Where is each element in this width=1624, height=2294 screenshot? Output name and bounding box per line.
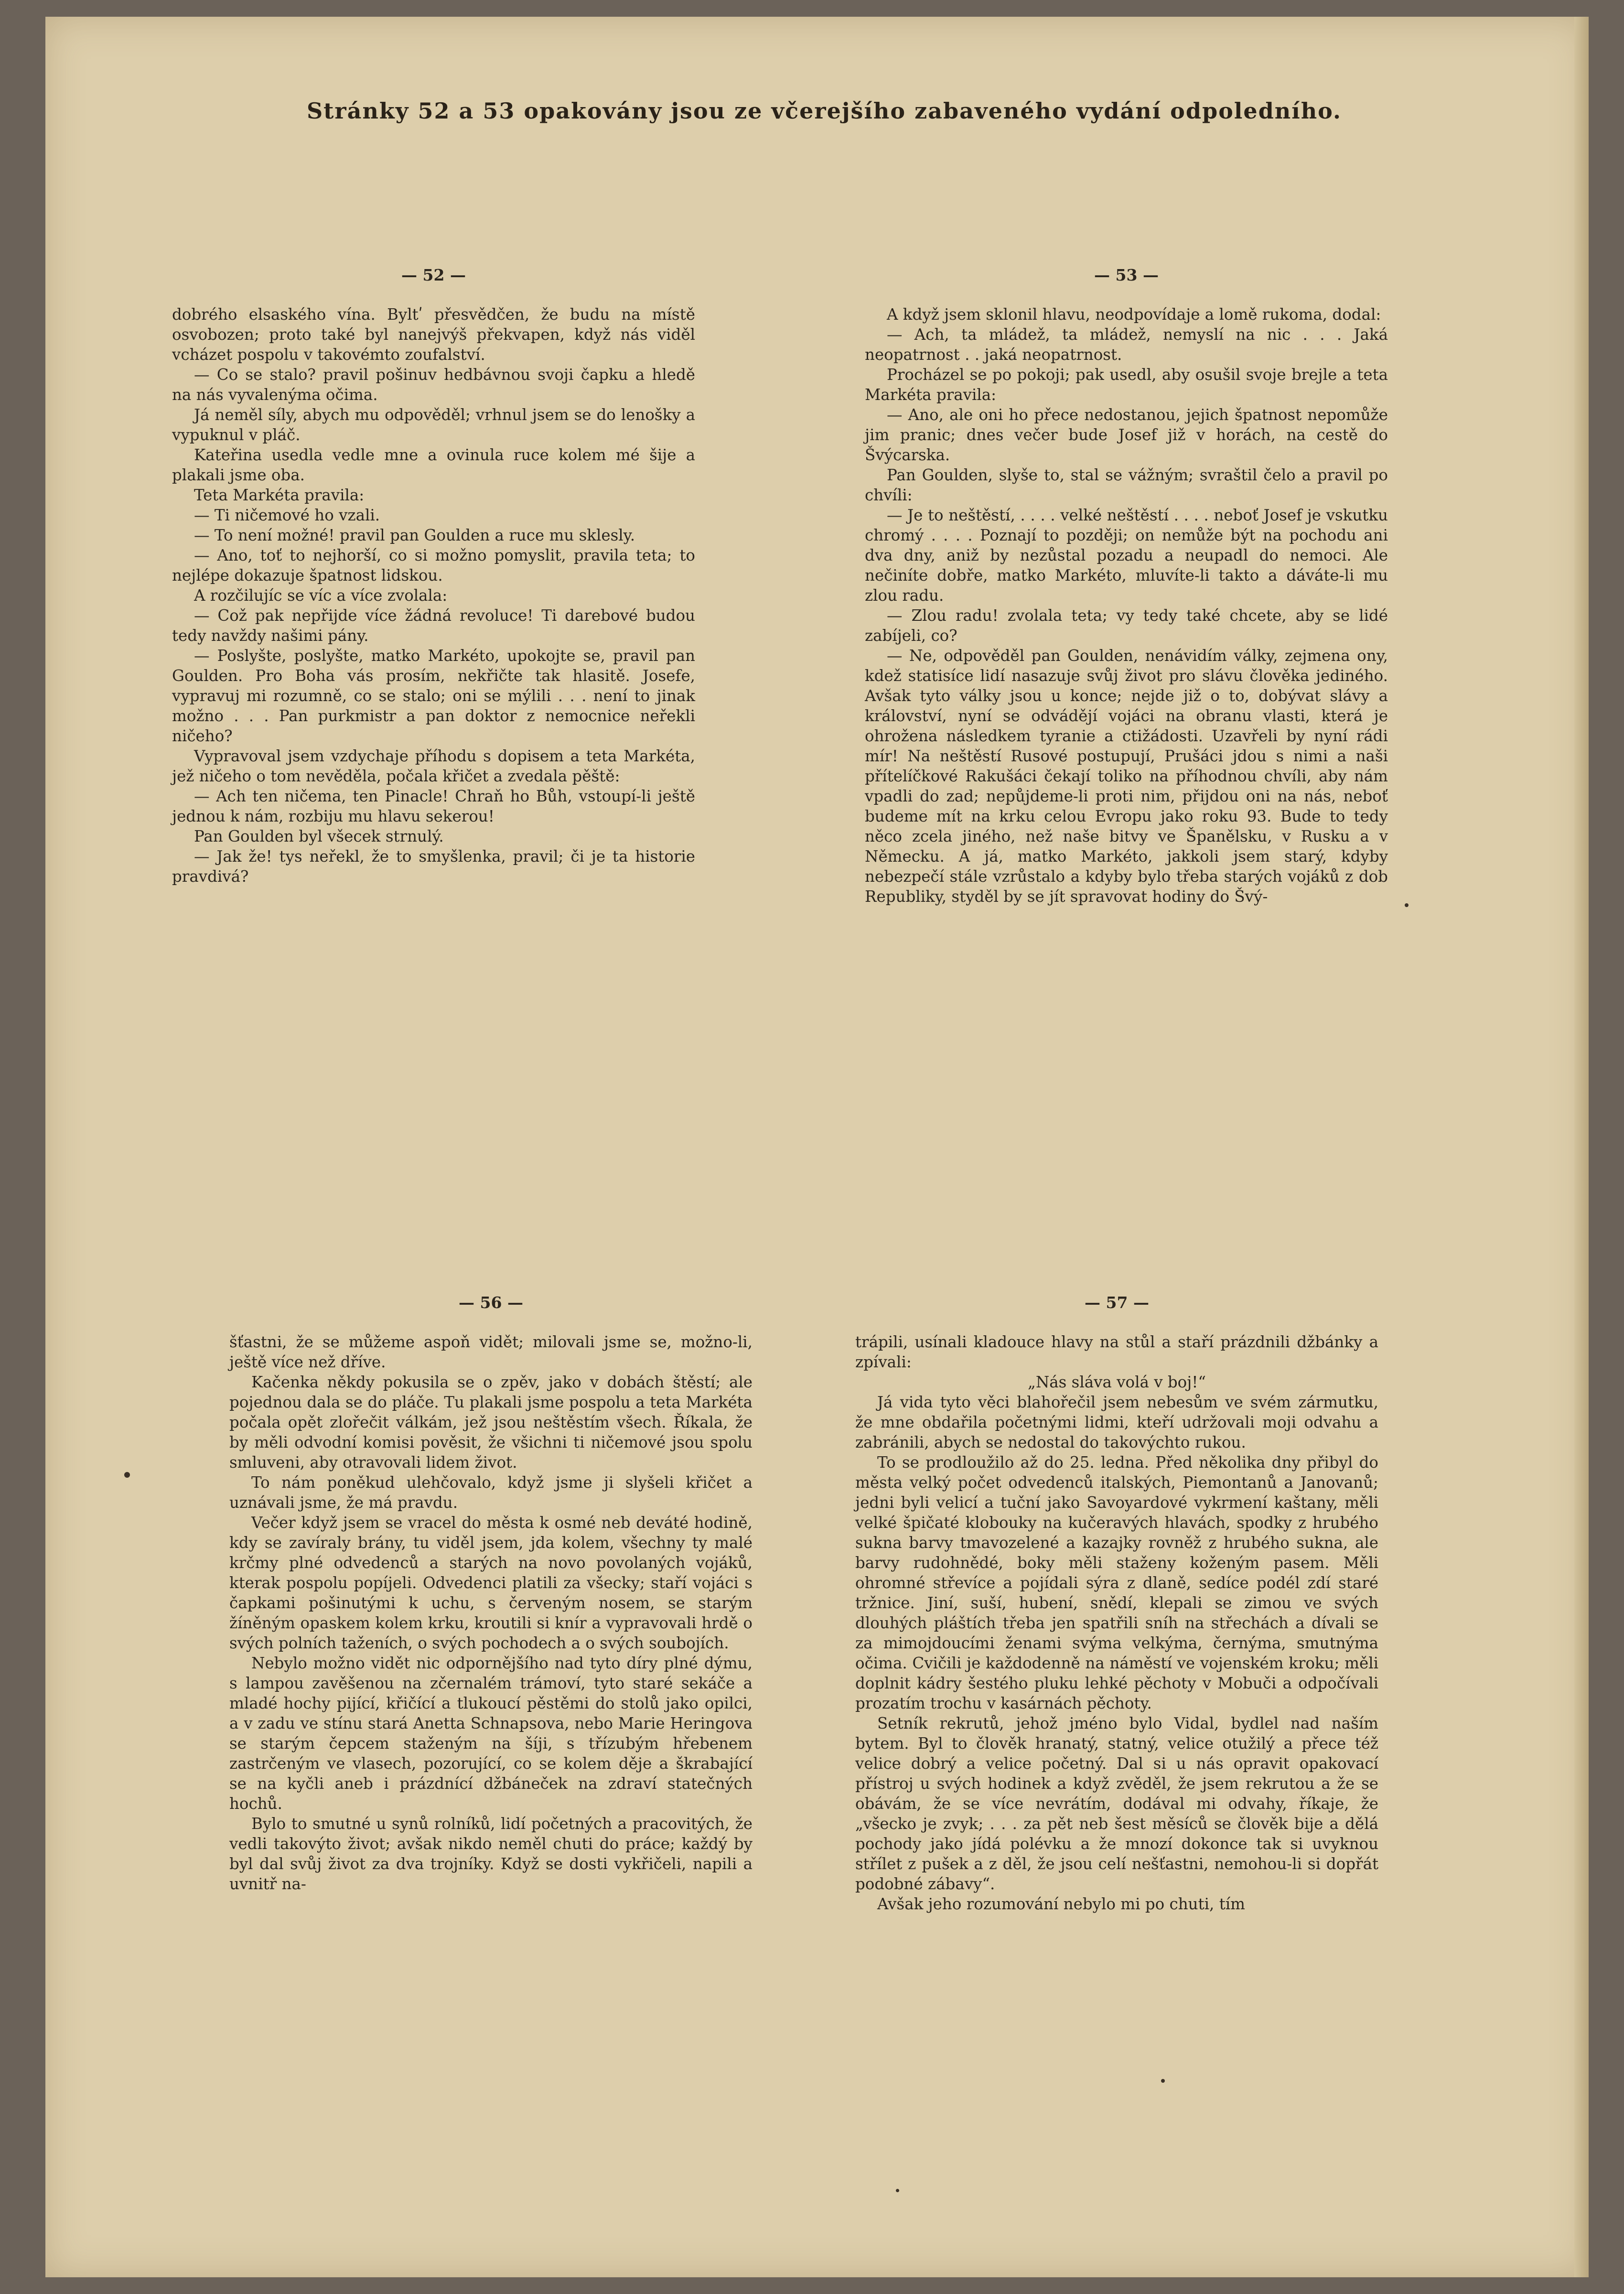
paragraph: Vypravoval jsem vzdychaje příhodu s dopisem a teta Markéta, jež ničeho o tom nevěděla, počala křičet a zvedala pěště: (172, 747, 695, 785)
paragraph: Nebylo možno vidět nic odpornějšího nad tyto díry plné dýmu, s lampou zavěšenou na zčernalém trámoví, tyto staré sekáče a mladé hochy pijící, křičící a tlukoucí pěstěmi do stolů jako opilci, a v zadu ve stínu stará Anetta Schnapsova, nebo Marie Heringova se starým čepcem staženým na šíji, s třízubým hřebenem zastrčeným ve vlasech, pozorující, co se kolem děje a škrabající se na kyčli aneb i prázdnící džbáneček na zdraví statečných hochů. (229, 1654, 753, 1813)
paragraph: A když jsem sklonil hlavu, neodpovídaje a lomě rukoma, dodal: (887, 305, 1381, 324)
page-52 (172, 265, 695, 887)
page-57 (855, 1293, 1378, 1914)
paragraph: To se prodloužilo až do 25. ledna. Před několika dny přibyl do města velký počet odvedenců italských, Piemontanů a Janovanů; jedni byli velicí a tuční jako Savoyardové vykrmení kaštany, měli velké špičaté klobouky na kučeravých hlavách, spodky z hrubého sukna barvy tmavozelené a kazajky rovněž z hrubého sukna, ale barvy rudohnědé, boky měli staženy koženým pasem. Měli ohromné střevíce a pojídali sýra z dlaně, sedíce podél zdí staré tržnice. Jiní, suší, hubení, snědí, klepali se zimou ve svých dlouhých pláštích třeba jen spatřili sníh na střechách a dívali se za mimojdoucími ženami svýma velkýma, černýma, smutnýma očima. Cvičili je každodenně na náměstí ve vojenském kroku; měli doplnit kádry šestého pluku lehké pěchoty v Mobuči a odpočívali prozatím trochu v kasárnách pěchoty. (855, 1453, 1378, 1712)
newspaper-sheet (45, 17, 1589, 2277)
paragraph: — Poslyšte, poslyšte, matko Markéto, upokojte se, pravil pan Goulden. Pro Boha vás prosím, nekřičte tak hlasitě. Josefe, vypravuj mi rozumně, co se stalo; oni se mýlili . . . není to jinak možno . . . Pan purkmistr a pan doktor z nemocnice neřekli ničeho? (172, 647, 695, 745)
paragraph: Pan Goulden, slyše to, stal se vážným; svraštil čelo a pravil po chvíli: (865, 466, 1388, 504)
paragraph: — Ach ten ničema, ten Pinacle! Chraň ho Bůh, vstoupí-li ještě jednou k nám, rozbiju mu hlavu sekerou! (172, 787, 695, 825)
ink-speck (1161, 2079, 1165, 2083)
paragraph: „Nás sláva volá v boj!“ (1027, 1373, 1206, 1391)
paragraph: Já vida tyto věci blahořečil jsem nebesům ve svém zármutku, že mne obdařila početnými lidmi, kteří udržovali moji odvahu a zabránili, abych se nedostal do takovýchto rukou. (855, 1393, 1378, 1451)
paragraph: — Co se stalo? pravil pošinuv hedbávnou svoji čapku a hledě na nás vyvalenýma očima. (172, 366, 695, 404)
paragraph: — Ach, ta mládež, ta mládež, nemyslí na nic . . . Jaká neopatrnost . . jaká neopatrnost. (865, 325, 1388, 364)
paragraph: — Což pak nepřijde více žádná revoluce! Ti darebové budou tedy navždy našimi pány. (172, 606, 695, 645)
paragraph: — Ano, ale oni ho přece nedostanou, jejich špatnost nepomůže jim pranic; dnes večer bude Josef již v horách, na cestě do Švýcarska. (865, 406, 1388, 464)
paragraph: — Ti ničemové ho vzali. (194, 506, 380, 524)
paragraph: — To není možné! pravil pan Goulden a ruce mu sklesly. (194, 526, 635, 544)
paragraph: šťastni, že se můžeme aspoň vidět; milovali jsme se, možno-li, ještě více než dříve. (229, 1333, 753, 1371)
paragraph: trápili, usínali kladouce hlavy na stůl a staří prázdnili džbánky a zpívali: (855, 1333, 1378, 1371)
binding-edge (1574, 17, 1589, 2277)
reprint-notice-banner: Stránky 52 a 53 opakovány jsou ze včerejšího zabaveného vydání odpoledního. (306, 98, 1342, 124)
paragraph: — Ano, toť to nejhorší, co si možno pomyslit, pravila teta; to nejlépe dokazuje špatnost lidskou. (172, 546, 695, 584)
ink-speck (1405, 903, 1409, 907)
paragraph: Večer když jsem se vracel do města k osmé neb deváté hodině, kdy se zavíraly brány, tu viděl jsem, jda kolem, všechny ty malé krčmy plné odvedenců a starých na novo povolaných vojáků, kterak pospolu popíjeli. Odvedenci platili za všecky; staří vojáci s čapkami pošinutými k uchu, s červeným nosem, se starým žíněným opaskem kolem krku, kroutili si knír a vypravovali hrdě o svých polních taženích, o svých pochodech a o svých soubojích. (229, 1514, 753, 1652)
paragraph: — Je to neštěstí, . . . . velké neštěstí . . . . neboť Josef je vskutku chromý . . . . Poznají to později; on nemůže být na pochodu ani dva dny, aniž by nezůstal pozadu a neupadl do nemoci. Ale nečiníte dobře, matko Markéto, mluvíte-li takto a dáváte-li mu zlou radu. (865, 506, 1388, 605)
ink-speck (896, 2189, 899, 2192)
paragraph: A rozčilujíc se víc a více zvolala: (194, 586, 448, 605)
page-56 (229, 1293, 753, 1894)
page-number: — 53 — (1094, 266, 1159, 284)
page-53 (865, 265, 1388, 907)
paragraph: Kateřina usedla vedle mne a ovinula ruce kolem mé šije a plakali jsme oba. (172, 446, 695, 484)
paragraph: — Ne, odpověděl pan Goulden, nenávidím války, zejmena ony, kdež statisíce lidí nasazuje svůj život pro slávu člověka jediného. Avšak tyto války jsou u konce; nejde již o to, dobývat slávy a království, nyní se odvádějí vojáci na obranu vlasti, která je ohrožena následkem tyranie a ctižádosti. Uzavřeli by nyní rádi mír! Na neštěstí Rusové postupují, Prušáci jdou s nimi a naši přítelíčkové Rakušáci čekají toliko na příhodnou chvíli, aby nám vpadli do zad; nepůjdeme-li proti nim, přijdou oni na nás, neboť budeme mít na krku celou Evropu jako roku 93. Bude to tedy něco zcela jiného, než naše bitvy ve Španělsku, v Rusku a v Německu. A já, matko Markéto, jakkoli jsem starý, kdyby nebezpečí stále vzrůstalo a kdyby bylo třeba starých vojáků z dob Republiky, styděl by se jít spravovat hodiny do Švý- (865, 647, 1388, 906)
paragraph: dobrého elsaského vína. Byltʹ přesvědčen, že budu na místě osvobozen; proto také byl nanejvýš překvapen, když nás viděl vcházet pospolu v takovémto zoufalství. (172, 305, 695, 364)
page-number: — 56 — (459, 1293, 523, 1312)
ink-speck (124, 1472, 130, 1478)
paragraph: Pan Goulden byl všecek strnulý. (194, 827, 444, 845)
paragraph: Avšak jeho rozumování nebylo mi po chuti, tím (877, 1895, 1245, 1913)
paragraph: — Jak že! tys neřekl, že to smyšlenka, pravil; či je ta historie pravdivá? (172, 847, 695, 886)
paragraph: Kačenka někdy pokusila se o zpěv, jako v dobách štěstí; ale pojednou dala se do pláče. Tu plakali jsme pospolu a teta Markéta počala opět zlořečit válkám, jež jsou neštěstím všech. Říkala, že by měli odvodní komisi pověsit, že všichni ti ničemové jsou spolu smluveni, aby otravovali lidem život. (229, 1373, 753, 1472)
paragraph: Bylo to smutné u synů rolníků, lidí početných a pracovitých, že vedli takovýto život; avšak nikdo neměl chuti do práce; každý by byl dal svůj život za dva trojníky. Když se dosti vykřičeli, napili a uvnitř na- (229, 1815, 753, 1893)
paragraph: Já neměl síly, abych mu odpověděl; vrhnul jsem se do lenošky a vypuknul v pláč. (172, 406, 695, 444)
paragraph: — Zlou radu! zvolala teta; vy tedy také chcete, aby se lidé zabíjeli, co? (865, 606, 1388, 645)
paragraph: Teta Markéta pravila: (194, 486, 365, 504)
paragraph: Setník rekrutů, jehož jméno bylo Vidal, bydlel nad naším bytem. Byl to člověk hranatý, statný, velice otužilý a přece též velice dobrý a velice početný. Dal si u nás opravit opakovací přístroj u svých hodinek a když zvěděl, že jsem rekrutou a že se obávám, že se více nevrátím, dodával mi odvahy, říkaje, že „všecko je zvyk; . . . za pět neb šest měsíců se člověk bije a dělá pochody jako jídá polévku a že mnozí dokonce tak si uvyknou střílet z pušek a z děl, že jsou celí nešťastni, nemohou-li si dopřát podobné zábavy“. (855, 1714, 1378, 1893)
page-number: — 57 — (1085, 1293, 1149, 1312)
paragraph: To nám poněkud ulehčovalo, když jsme ji slyšeli křičet a uznávali jsme, že má pravdu. (229, 1473, 753, 1512)
page-number: — 52 — (401, 266, 466, 284)
paragraph: Procházel se po pokoji; pak usedl, aby osušil svoje brejle a teta Markéta pravila: (865, 366, 1388, 404)
